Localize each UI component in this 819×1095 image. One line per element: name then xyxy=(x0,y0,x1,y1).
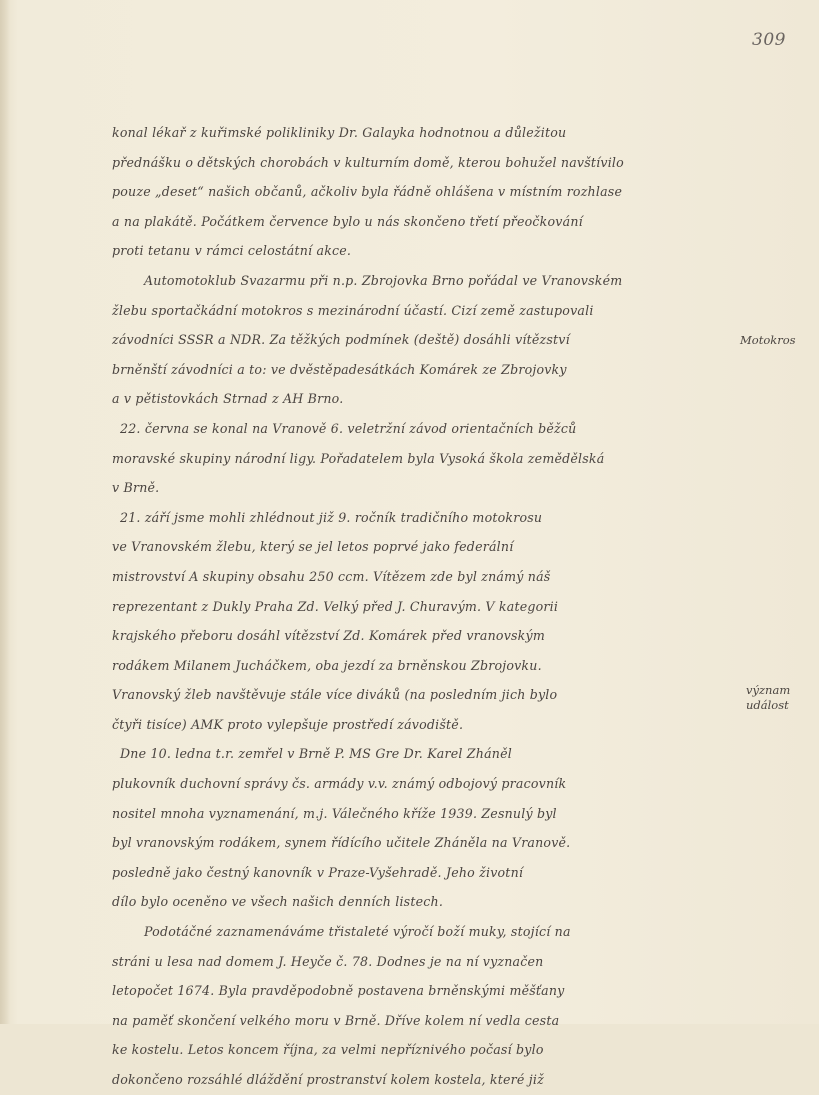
text-line: reprezentant z Dukly Praha Zd. Velký před J. Churavým. V kategorii xyxy=(112,598,559,614)
text-line: Automotoklub Svazarmu při n.p. Zbrojovka Brno pořádal ve Vranovském xyxy=(144,272,623,288)
paragraph-orienteering xyxy=(112,414,737,503)
text-line: krajského přeboru dosáhl vítězství Zd. Komárek před vranovským xyxy=(112,628,545,644)
paragraph-anniversary xyxy=(112,917,737,1095)
text-line: rodákem Milanem Jucháčkem, oba jezdí za brněnskou Zbrojovku. xyxy=(112,657,542,673)
text-line: nositel mnoha vyznamenání, m.j. Válečného kříže 1939. Zesnulý byl xyxy=(112,805,557,821)
text-line: ke kostelu. Letos koncem října, za velmi nepříznivého počasí bylo xyxy=(112,1042,544,1058)
text-line: pouze „deset“ našich občanů, ačkoliv byla řádně ohlášena v místním rozhlase xyxy=(112,184,623,200)
text-line: posledně jako čestný kanovník v Praze-Vyšehradě. Jeho životní xyxy=(112,864,524,880)
text-line: Dne 10. ledna t.r. zemřel v Brně P. MS Gre Dr. Karel Zháněl xyxy=(120,746,512,762)
paragraph-lecture xyxy=(112,118,737,266)
text-line: přednášku o dětských chorobách v kulturním domě, kterou bohužel navštívilo xyxy=(112,154,624,170)
paragraph-motokros xyxy=(112,266,737,414)
text-line: mistrovství A skupiny obsahu 250 ccm. Vítězem zde byl známý náš xyxy=(112,568,551,584)
text-line: brněnští závodníci a to: ve dvěstěpadesátkách Komárek ze Zbrojovky xyxy=(112,361,567,377)
text-line: čtyři tisíce) AMK proto vylepšuje prostředí závodiště. xyxy=(112,716,464,732)
margin-note-vyznam xyxy=(746,683,790,713)
text-line: dílo bylo oceněno ve všech našich denních listech. xyxy=(112,894,444,910)
text-line: v Brně. xyxy=(112,480,160,496)
text-line: žlebu sportačkádní motokros s mezinárodní účastí. Cizí země zastupovali xyxy=(112,302,594,318)
text-line: dokončeno rozsáhlé dláždění prostranství kolem kostela, které již xyxy=(112,1072,544,1087)
book-spine-shadow xyxy=(0,0,10,1024)
text-line: Podotáčné zaznamenáváme třistaleté výročí boží muky, stojící na xyxy=(144,924,571,940)
margin-note-line: význam xyxy=(746,683,791,697)
text-line: na paměť skončení velkého moru v Brně. Dříve kolem ní vedla cesta xyxy=(112,1012,560,1028)
text-line: a v pětistovkách Strnad z AH Brno. xyxy=(112,391,344,407)
text-line: byl vranovským rodákem, synem řídícího učitele Zháněla na Vranově. xyxy=(112,835,571,851)
text-line: 22. června se konal na Vranově 6. veletržní závod orientačních běžců xyxy=(120,420,577,436)
text-line: Vranovský žleb navštěvuje stále více diváků (na posledním jich bylo xyxy=(112,687,558,703)
text-line: proti tetanu v rámci celostátní akce. xyxy=(112,243,352,259)
page-number: 309 xyxy=(752,30,786,50)
text-line: a na plakátě. Počátkem července bylo u nás skončeno třetí přeočkování xyxy=(112,213,583,229)
text-line: stráni u lesa nad domem J. Heyče č. 78. Dodnes je na ní vyznačen xyxy=(112,953,544,969)
paragraph-motocross-september xyxy=(112,503,737,740)
text-line: konal lékař z kuřimské polikliniky Dr. Galayka hodnotnou a důležitou xyxy=(112,125,567,140)
text-line: plukovník duchovní správy čs. armády v.v. známý odbojový pracovník xyxy=(112,776,567,792)
text-line: závodníci SSSR a NDR. Za těžkých podmínek (deště) dosáhli vítězství xyxy=(112,332,570,348)
text-line: 21. září jsme mohli zhlédnout již 9. ročník tradičního motokrosu xyxy=(120,509,543,525)
text-line: letopočet 1674. Byla pravděpodobně postavena brněnskými měšťany xyxy=(112,983,565,999)
margin-note-line: událost xyxy=(746,698,789,712)
paragraph-obituary xyxy=(112,739,737,917)
margin-note-motokros: Motokros xyxy=(740,333,796,347)
handwritten-body xyxy=(112,118,737,1095)
text-line: ve Vranovském žlebu, který se jel letos poprvé jako federální xyxy=(112,539,514,555)
text-line: moravské skupiny národní ligy. Pořadatelem byla Vysoká škola zemědělská xyxy=(112,450,605,466)
